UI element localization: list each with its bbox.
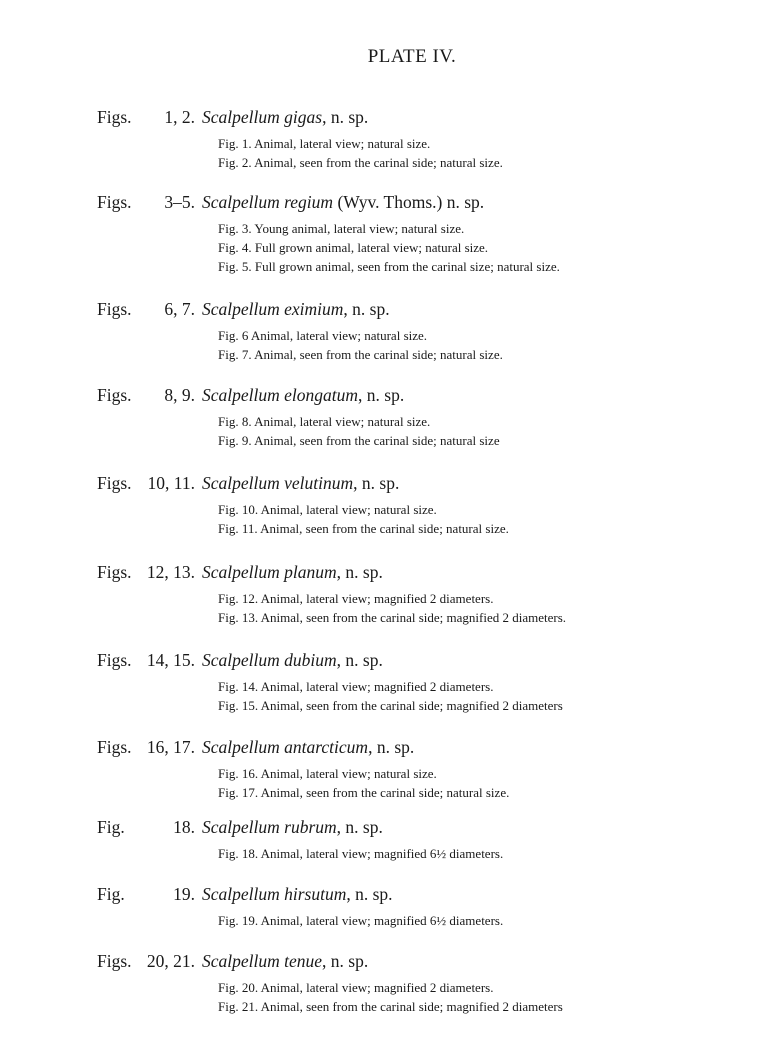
figs-label: Figs.: [97, 951, 132, 971]
caption-list: [0, 326, 776, 364]
species-line: [202, 650, 383, 671]
plate-entry: [0, 562, 776, 627]
figure-numbers: 14, 15.: [146, 650, 195, 670]
figs-label: Figs.: [97, 562, 132, 582]
plate-entry: [0, 107, 776, 172]
species-line: [202, 951, 368, 972]
figure-numbers: 18.: [173, 817, 195, 837]
plate-entry: [0, 385, 776, 450]
species-name: Scalpellum dubium: [202, 650, 337, 670]
figure-numbers: 19.: [173, 884, 195, 904]
species-name: Scalpellum tenue: [202, 951, 323, 971]
plate-entry: [0, 473, 776, 538]
figure-caption: Fig. 5. Full grown animal, seen from the carinal size; natural size.: [218, 259, 560, 274]
species-suffix: , n. sp.: [343, 299, 390, 319]
figure-caption: Fig. 10. Animal, lateral view; natural size.: [218, 502, 437, 517]
figs-label: Figs.: [97, 192, 132, 212]
figure-numbers: 12, 13.: [146, 562, 195, 582]
figure-caption: Fig. 6 Animal, lateral view; natural size.: [218, 328, 428, 343]
caption-list: [0, 978, 776, 1016]
entry-heading: [0, 562, 776, 588]
species-suffix: (Wyv. Thoms.) n. sp.: [333, 192, 485, 212]
plate-entry: [0, 884, 776, 930]
figure-numbers: 1, 2.: [164, 107, 195, 127]
plate-title: PLATE IV.: [367, 46, 457, 67]
species-line: [202, 192, 484, 213]
species-suffix: , n. sp.: [336, 650, 383, 670]
figure-caption: Fig. 13. Animal, seen from the carinal side; magnified 2 diameters.: [218, 610, 567, 625]
figure-caption: Fig. 15. Animal, seen from the carinal side; magnified 2 diameters: [218, 698, 563, 713]
figure-caption: Fig. 17. Animal, seen from the carinal side; natural size.: [218, 785, 510, 800]
figure-numbers: 8, 9.: [164, 385, 195, 405]
plate-entry: [0, 299, 776, 364]
entry-heading: [0, 817, 776, 843]
figure-caption: Fig. 11. Animal, seen from the carinal side; natural size.: [218, 521, 509, 536]
species-line: [202, 817, 383, 838]
figure-caption: Fig. 3. Young animal, lateral view; natural size.: [218, 221, 465, 236]
species-name: Scalpellum gigas: [202, 107, 323, 127]
caption-list: [0, 844, 776, 863]
entry-heading: [0, 107, 776, 133]
species-suffix: , n. sp.: [322, 107, 369, 127]
species-name: Scalpellum regium: [202, 192, 334, 212]
figure-caption: Fig. 8. Animal, lateral view; natural size.: [218, 414, 431, 429]
entry-heading: [0, 385, 776, 411]
plate-entry: [0, 817, 776, 863]
species-suffix: , n. sp.: [358, 385, 405, 405]
species-suffix: , n. sp.: [322, 951, 369, 971]
figs-label: Figs.: [97, 299, 132, 319]
figs-label: Fig.: [97, 884, 125, 904]
figure-caption: Fig. 18. Animal, lateral view; magnified 6½ diameters.: [218, 846, 504, 861]
species-name: Scalpellum antarcticum: [202, 737, 369, 757]
figure-numbers: 3–5.: [164, 192, 195, 212]
figure-caption: Fig. 16. Animal, lateral view; natural size.: [218, 766, 437, 781]
species-suffix: , n. sp.: [368, 737, 415, 757]
figure-numbers: 6, 7.: [164, 299, 195, 319]
species-suffix: , n. sp.: [336, 817, 383, 837]
species-suffix: , n. sp.: [346, 884, 393, 904]
figure-numbers: 20, 21.: [146, 951, 195, 971]
entry-heading: [0, 951, 776, 977]
entry-heading: [0, 884, 776, 910]
figure-caption: Fig. 21. Animal, seen from the carinal side; magnified 2 diameters: [218, 999, 563, 1014]
entry-heading: [0, 737, 776, 763]
species-name: Scalpellum velutinum: [202, 473, 354, 493]
figs-label: Figs.: [97, 650, 132, 670]
figs-label: Figs.: [97, 107, 132, 127]
figs-label: Figs.: [97, 385, 132, 405]
figure-caption: Fig. 14. Animal, lateral view; magnified 2 diameters.: [218, 679, 494, 694]
species-name: Scalpellum planum: [202, 562, 337, 582]
figs-label: Fig.: [97, 817, 125, 837]
figure-numbers: 10, 11.: [147, 473, 195, 493]
figs-label: Figs.: [97, 473, 132, 493]
plate-entry: [0, 951, 776, 1016]
species-name: Scalpellum rubrum: [202, 817, 337, 837]
species-line: [202, 884, 393, 905]
figure-caption: Fig. 4. Full grown animal, lateral view; natural size.: [218, 240, 489, 255]
caption-list: [0, 677, 776, 715]
figure-caption: Fig. 20. Animal, lateral view; magnified 2 diameters.: [218, 980, 494, 995]
figure-caption: Fig. 7. Animal, seen from the carinal side; natural size.: [218, 347, 503, 362]
species-line: [202, 737, 414, 758]
figure-numbers: 16, 17.: [146, 737, 195, 757]
caption-list: [0, 134, 776, 172]
figure-caption: Fig. 2. Animal, seen from the carinal side; natural size.: [218, 155, 503, 170]
caption-list: [0, 589, 776, 627]
figs-label: Figs.: [97, 737, 132, 757]
caption-list: [0, 911, 776, 930]
entry-heading: [0, 192, 776, 218]
plate-entry: [0, 650, 776, 715]
species-line: [202, 562, 383, 583]
figure-caption: Fig. 12. Animal, lateral view; magnified 2 diameters.: [218, 591, 494, 606]
entry-heading: [0, 473, 776, 499]
species-line: [202, 385, 404, 406]
species-suffix: , n. sp.: [336, 562, 383, 582]
plate-entry: [0, 737, 776, 802]
entry-heading: [0, 299, 776, 325]
caption-list: [0, 500, 776, 538]
caption-list: [0, 764, 776, 802]
entry-heading: [0, 650, 776, 676]
species-line: [202, 107, 368, 128]
species-name: Scalpellum elongatum: [202, 385, 359, 405]
figure-caption: Fig. 9. Animal, seen from the carinal side; natural size: [218, 433, 500, 448]
plate-entry: [0, 192, 776, 276]
caption-list: [0, 219, 776, 276]
species-line: [202, 473, 399, 494]
caption-list: [0, 412, 776, 450]
species-line: [202, 299, 390, 320]
figure-caption: Fig. 1. Animal, lateral view; natural size.: [218, 136, 431, 151]
species-name: Scalpellum hirsutum: [202, 884, 347, 904]
species-name: Scalpellum eximium: [202, 299, 344, 319]
figure-caption: Fig. 19. Animal, lateral view; magnified 6½ diameters.: [218, 913, 504, 928]
species-suffix: , n. sp.: [353, 473, 400, 493]
